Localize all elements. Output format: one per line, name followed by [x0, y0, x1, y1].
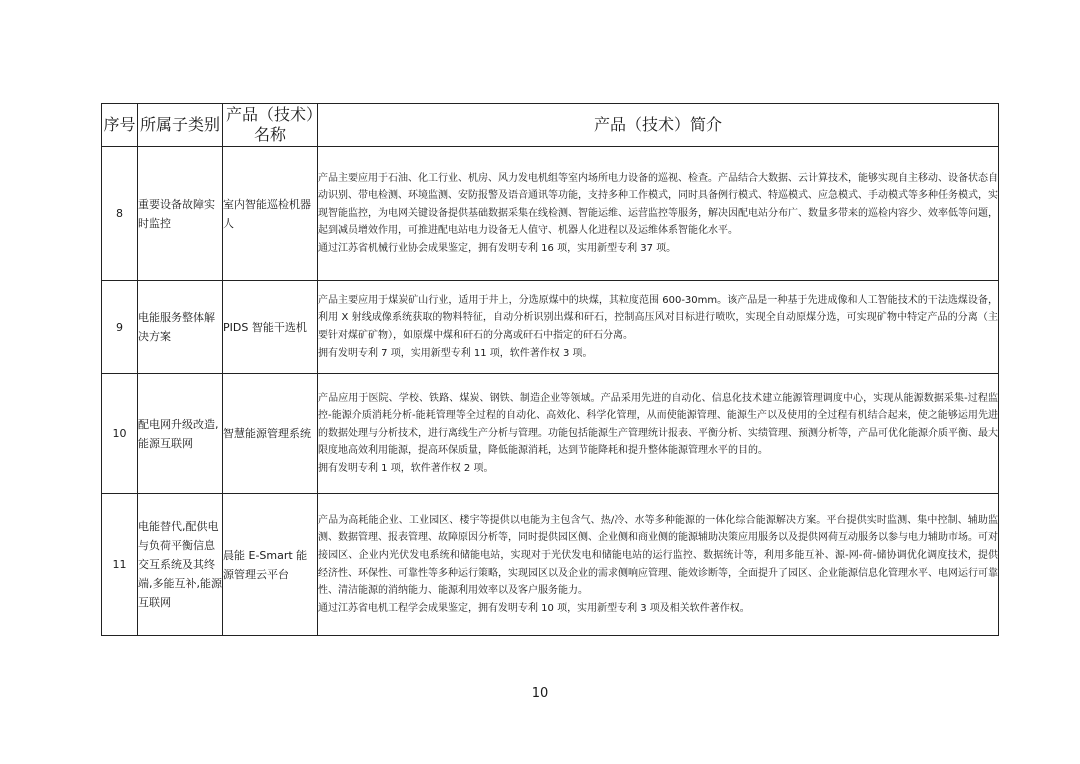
row-description [318, 147, 999, 281]
page-number: 10 [531, 686, 549, 701]
table-row [102, 374, 999, 494]
header-desc: 产品（技术）简介 [318, 104, 999, 147]
header-seq: 序号 [102, 104, 138, 147]
row-seq: 10 [102, 374, 138, 494]
description-text: 产品为高耗能企业、工业园区、楼宇等提供以电能为主包含气、热/冷、水等多种能源的一体化综合能源解决方案。平台提供实时监测、集中控制、辅助监测、数据管理、报表管理、故障原因分析等，同时提供园区侧、企业侧和商业侧的能源辅助决策应用服务以及提供网荷互动服务以参与电力辅助市场。可对接园区、企业内光伏发电系统和储能电站，实现对于光伏发电和储能电站的运行监控、数据统计等，利用多能互补、源-网-荷-储协调优化调度技术，提供经济性、环保性、可靠性等多种运行策略，实现园区以及企业的需求侧响应管理、能效诊断等，全面提升了园区、企业能源信息化管理水平、电网运行可靠性、清洁能源的消纳能力、能源利用效率以及客户服务能力。 [318, 514, 998, 597]
certification-text: 拥有发明专利 7 项，实用新型专利 11 项，软件著作权 3 项。 [318, 347, 593, 359]
certification-text: 通过江苏省电机工程学会成果鉴定，拥有发明专利 10 项，实用新型专利 3 项及相关软件著作权。 [318, 602, 750, 614]
row-product-name: 室内智能巡检机器人 [223, 147, 318, 281]
row-category: 配电网升级改造,能源互联网 [138, 374, 223, 494]
table-row [102, 147, 999, 281]
row-description [318, 281, 999, 374]
description-text: 产品主要应用于石油、化工行业、机房、风力发电机组等室内场所电力设备的巡视、检查。产品结合大数据、云计算技术，能够实现自主移动、设备状态自动识别、带电检测、环境监测、安防报警及语音通讯等功能，支持多种工作模式，同时具备例行模式、特巡模式、应急模式、手动模式等多种任务模式，实现智能监控，为电网关键设备提供基础数据采集在线检测、智能运维、运营监控等服务，解决因配电站分布广、数量多带来的巡检内容少、效率低等问题，起到减员增效作用，可推进配电站电力设备无人值守、机器人化进程以及运维体系智能化水平。 [318, 172, 998, 237]
row-seq: 11 [102, 494, 138, 636]
certification-text: 拥有发明专利 1 项，软件著作权 2 项。 [318, 462, 494, 474]
row-description [318, 494, 999, 636]
row-product-name: 智慧能源管理系统 [223, 374, 318, 494]
table-row [102, 494, 999, 636]
description-text: 产品主要应用于煤炭矿山行业，适用于井上，分选原煤中的块煤，其粒度范围 600-30mm。该产品是一种基于先进成像和人工智能技术的干法选煤设备，利用 X 射线成像系统获取的物料特征，自动分析识别出煤和矸石，控制高压风对目标进行喷吹，实现全自动原煤分选，可实现矿物中特定产品的分离（主要针对煤矿矿物），如原煤中煤和矸石的分离或矸石中指定的矸石分离。 [318, 294, 998, 341]
row-product-name: 晨能 E-Smart 能源管理云平台 [223, 494, 318, 636]
description-text: 产品应用于医院、学校、铁路、煤炭、钢铁、制造企业等领域。产品采用先进的自动化、信息化技术建立能源管理调度中心，实现从能源数据采集-过程监控-能源介质消耗分析-能耗管理等全过程的自动化、高效化、科学化管理，从而使能源管理、能源生产以及使用的全过程有机结合起来，使之能够运用先进的数据处理与分析技术，进行离线生产分析与管理。功能包括能源生产管理统计报表、平衡分析、实绩管理、预测分析等，产品可优化能源介质平衡、最大限度地高效利用能源，提高环保质量，降低能源消耗，达到节能降耗和提升整体能源管理水平的目的。 [318, 392, 998, 457]
product-table [101, 103, 999, 636]
row-description [318, 374, 999, 494]
row-seq: 8 [102, 147, 138, 281]
header-category: 所属子类别 [138, 104, 223, 147]
table-row [102, 281, 999, 374]
row-category: 重要设备故障实时监控 [138, 147, 223, 281]
table-header-row [102, 104, 999, 147]
header-name: 产品（技术）名称 [223, 104, 318, 147]
row-category: 电能服务整体解决方案 [138, 281, 223, 374]
certification-text: 通过江苏省机械行业协会成果鉴定，拥有发明专利 16 项，实用新型专利 37 项。 [318, 242, 677, 254]
row-product-name: PIDS 智能干选机 [223, 281, 318, 374]
row-category: 电能替代,配供电与负荷平衡信息交互系统及其终端,多能互补,能源互联网 [138, 494, 223, 636]
row-seq: 9 [102, 281, 138, 374]
